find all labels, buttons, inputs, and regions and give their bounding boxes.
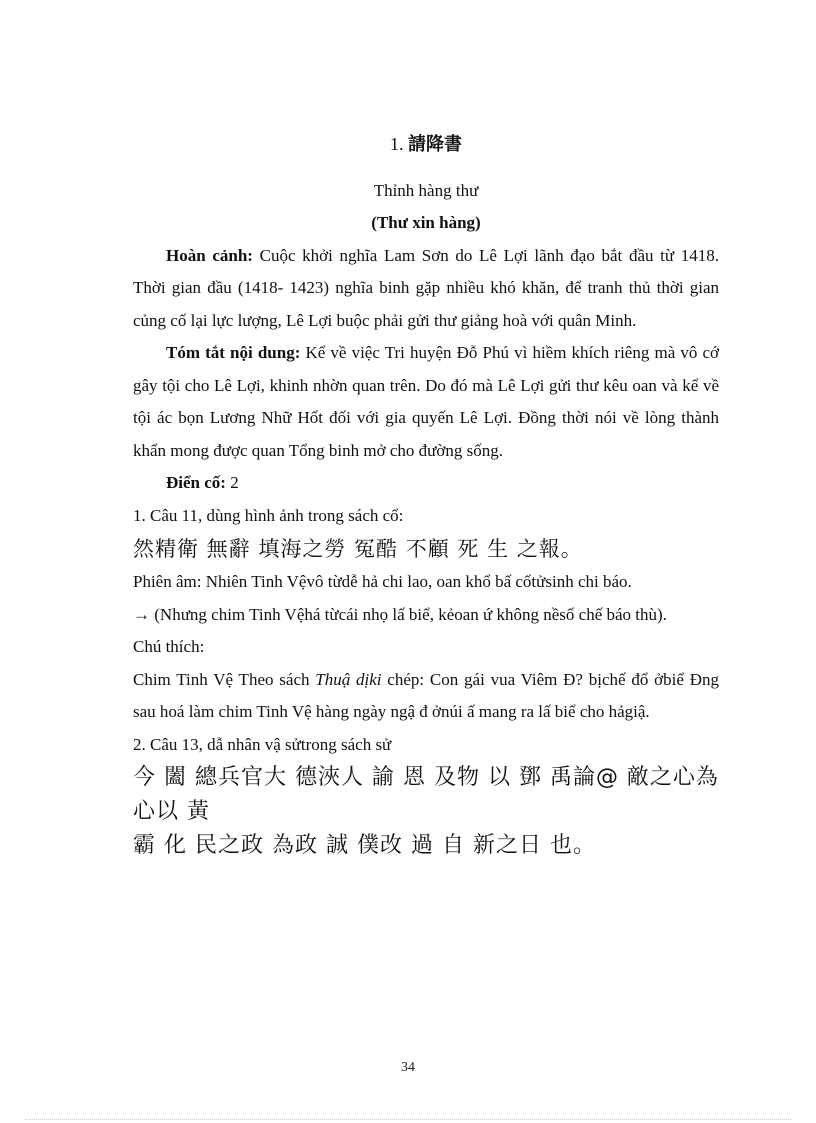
subtitle-translation: (Thư xin hàng) bbox=[371, 213, 481, 232]
section-chinese-title: 請降書 bbox=[408, 134, 462, 154]
item1-transliteration: Phiên âm: Nhiên Tinh Vệvô từdễ hả chi lao, oan khổ bấ cốtửsinh chi báo. bbox=[133, 572, 632, 591]
background-text: Cuộc khởi nghĩa Lam Sơn do Lê Lợi lãnh đạo bắt đầu từ 1418. Thời gian đầu (1418- 1423) nghĩa binh gặp nhiều khó khăn, để tranh thủ thời gian củng cố lại lực lượng, Lê Lợi buộc phải gửi thư giảng hoà với quân Minh. bbox=[133, 245, 719, 330]
summary-text: Kể về việc Tri huyện Đỗ Phú vì hiềm khích riêng mà vô cớ gây tội cho Lê Lợi, khinh nhờn quan trên. Do đó mà Lê Lợi gửi thư kêu oan và kể về tội ác bọn Lương Nhữ Hốt đối với gia quyến Lê Lợi. Đồng thời nói về lòng thành khẩn mong được quan Tổng binh mở cho đường sống. bbox=[133, 343, 719, 460]
item1-note-start: Chim Tinh Vệ Theo sách bbox=[133, 669, 316, 689]
item2-title: 2. Câu 13, dẫ nhân vậ sửtrong sách sử bbox=[133, 734, 392, 754]
item1-translation: → (Nhưng chim Tinh Vệhá từcái nhọ lấ biể, kẻoan ứ không nềsố chế báo thù). bbox=[133, 604, 667, 624]
subtitle: Thỉnh hàng thư bbox=[373, 180, 479, 200]
allusions-paragraph bbox=[133, 467, 719, 500]
section-heading bbox=[133, 128, 719, 161]
page-bottom-divider bbox=[25, 1119, 791, 1120]
item1-note-book: Thuậ dịki bbox=[315, 669, 382, 689]
item1-chinese-text: 然精衛 無辭 填海之勞 冤酷 不顧 死 生 之報。 bbox=[133, 537, 583, 561]
background-paragraph bbox=[133, 240, 719, 338]
allusions-label: Điển cố: bbox=[166, 473, 226, 492]
section-number: 1. bbox=[390, 134, 404, 154]
summary-paragraph bbox=[133, 337, 719, 467]
allusions-count: 2 bbox=[225, 473, 239, 492]
item2-chinese-line-2: 霸 化 民之政 為政 誠 僕改 過 自 新之日 也。 bbox=[133, 833, 596, 858]
summary-label: Tóm tắt nội dung: bbox=[166, 343, 301, 362]
document-body bbox=[133, 128, 719, 863]
page-number: 34 bbox=[401, 1060, 415, 1075]
item1-title: 1. Câu 11, dùng hình ảnh trong sách cổ: bbox=[133, 505, 404, 525]
item1-note-end: chép: Con gái vua Viêm Đ? bịchế đổ ởbiể Đng sau hoá làm chim Tinh Vệ hàng ngày ngậ đ ởnúi ấ mang ra lấ biể cho hảgiậ. bbox=[133, 669, 719, 721]
background-label: Hoàn cảnh: bbox=[166, 245, 253, 265]
item1-note bbox=[133, 664, 719, 729]
item1-note-label: Chú thích: bbox=[133, 637, 205, 656]
item2-chinese-line-1: 今 闔 總兵官大 德浹人 諭 恩 及物 以 鄧 禹論@ 敵之心為心以 黃 bbox=[133, 765, 719, 824]
